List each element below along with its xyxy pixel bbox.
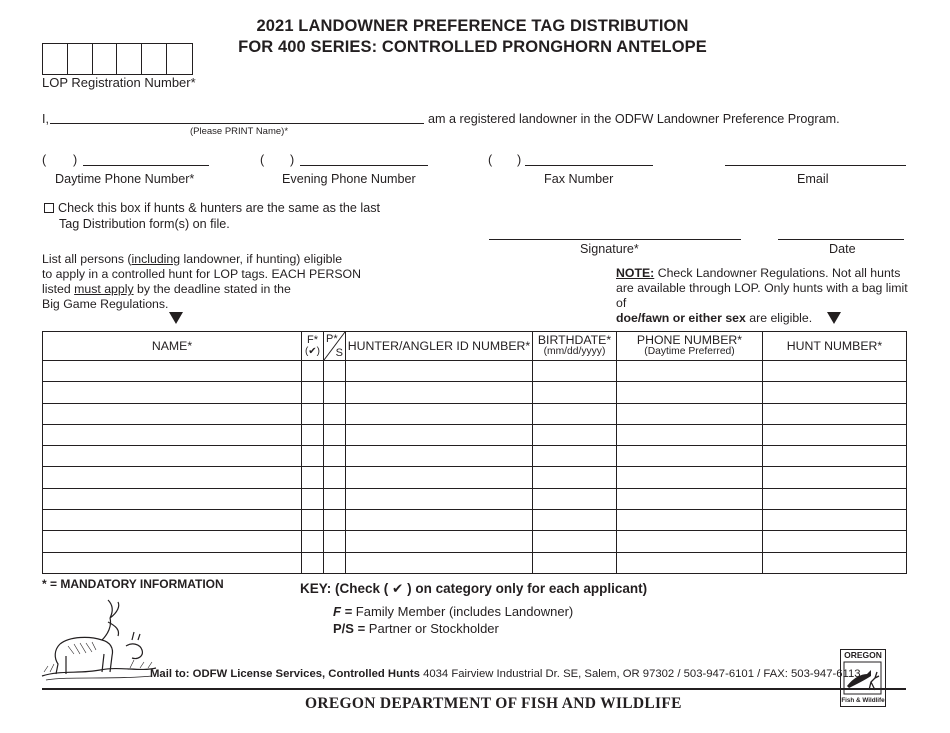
organization-name: OREGON DEPARTMENT OF FISH AND WILDLIFE [305, 695, 682, 712]
hunt-number-cell[interactable] [763, 424, 907, 445]
name-suffix: am a registered landowner in the ODFW Landowner Preference Program. [428, 112, 840, 126]
key-title: KEY: (Check ( ✔ ) on category only for each applicant) [300, 581, 648, 596]
email-field[interactable] [725, 165, 906, 166]
phone-cell[interactable] [617, 467, 763, 488]
hunter-id-cell[interactable] [346, 488, 533, 509]
form-title-line-2: FOR 400 SERIES: CONTROLLED PRONGHORN ANTELOPE [238, 38, 707, 56]
daytime-paren-close: ) [73, 153, 78, 167]
date-label: Date [829, 242, 856, 256]
col-name-header: NAME* [43, 332, 302, 361]
hunter-id-cell[interactable] [346, 531, 533, 552]
family-cell[interactable] [302, 446, 324, 467]
phone-cell[interactable] [617, 361, 763, 382]
phone-cell[interactable] [617, 446, 763, 467]
table-row [43, 382, 907, 403]
daytime-phone-label: Daytime Phone Number* [55, 172, 195, 186]
table-row [43, 467, 907, 488]
birthdate-cell[interactable] [533, 531, 617, 552]
hunter-id-cell[interactable] [346, 467, 533, 488]
checkmark-icon: ✔ [392, 581, 404, 596]
col-hunter-id-header: HUNTER/ANGLER ID NUMBER* [346, 332, 533, 361]
name-cell[interactable] [43, 446, 302, 467]
fax-field[interactable] [525, 165, 653, 166]
partner-cell[interactable] [324, 510, 346, 531]
lop-registration-label: LOP Registration Number* [42, 75, 196, 90]
partner-cell[interactable] [324, 424, 346, 445]
hunt-number-cell[interactable] [763, 552, 907, 573]
hunter-id-cell[interactable] [346, 382, 533, 403]
hunter-id-cell[interactable] [346, 552, 533, 573]
partner-cell[interactable] [324, 361, 346, 382]
table-row [43, 403, 907, 424]
table-header-row [43, 332, 907, 361]
partner-cell[interactable] [324, 403, 346, 424]
family-cell[interactable] [302, 467, 324, 488]
name-cell[interactable] [43, 552, 302, 573]
hunt-number-cell[interactable] [763, 382, 907, 403]
table-row [43, 488, 907, 509]
family-cell[interactable] [302, 531, 324, 552]
hunt-number-cell[interactable] [763, 531, 907, 552]
name-cell[interactable] [43, 531, 302, 552]
hunt-number-cell[interactable] [763, 467, 907, 488]
hunt-number-cell[interactable] [763, 446, 907, 467]
phone-cell[interactable] [617, 510, 763, 531]
hunter-id-cell[interactable] [346, 510, 533, 531]
name-cell[interactable] [43, 467, 302, 488]
lop-registration-boxes[interactable] [42, 43, 193, 75]
family-cell[interactable] [302, 403, 324, 424]
odfw-logo: OREGON Fish & Wildlife [840, 649, 886, 707]
name-cell[interactable] [43, 382, 302, 403]
table-body [43, 361, 907, 574]
pronghorn-illustration [40, 596, 158, 684]
col-hunt-number-header: HUNT NUMBER* [763, 332, 907, 361]
name-cell[interactable] [43, 510, 302, 531]
name-cell[interactable] [43, 403, 302, 424]
birthdate-cell[interactable] [533, 361, 617, 382]
phone-cell[interactable] [617, 382, 763, 403]
phone-cell[interactable] [617, 403, 763, 424]
family-cell[interactable] [302, 424, 324, 445]
hunt-number-cell[interactable] [763, 403, 907, 424]
birthdate-cell[interactable] [533, 446, 617, 467]
partner-cell[interactable] [324, 446, 346, 467]
registration-digit-box[interactable] [68, 44, 93, 74]
down-arrow-icon [169, 312, 183, 324]
table-row [43, 361, 907, 382]
registration-digit-box[interactable] [117, 44, 142, 74]
daytime-phone-field[interactable] [83, 165, 209, 166]
col-birthdate-header: BIRTHDATE* (mm/dd/yyyy) [533, 332, 617, 361]
partner-cell[interactable] [324, 488, 346, 509]
registration-digit-box[interactable] [43, 44, 68, 74]
signature-label: Signature* [580, 242, 639, 256]
mailing-address: Mail to: ODFW License Services, Controlled Hunts 4034 Fairview Industrial Dr. SE, Salem, OR 97302 / 503-947-6101 / FAX: 503-947-6113 [150, 668, 861, 680]
registration-digit-box[interactable] [167, 44, 192, 74]
registration-digit-box[interactable] [93, 44, 118, 74]
same-as-last-checkbox[interactable] [44, 203, 54, 213]
date-field[interactable] [778, 239, 904, 240]
col-family-header: F* (✔) [302, 332, 324, 361]
landowner-name-field[interactable] [50, 123, 424, 124]
partner-cell[interactable] [324, 382, 346, 403]
birthdate-cell[interactable] [533, 467, 617, 488]
registration-digit-box[interactable] [142, 44, 167, 74]
col-partner-header: P* S [324, 332, 346, 361]
hunt-number-cell[interactable] [763, 510, 907, 531]
down-arrow-icon [827, 312, 841, 324]
family-cell[interactable] [302, 382, 324, 403]
hunter-id-cell[interactable] [346, 361, 533, 382]
phone-cell[interactable] [617, 424, 763, 445]
family-cell[interactable] [302, 488, 324, 509]
partner-cell[interactable] [324, 552, 346, 573]
birthdate-cell[interactable] [533, 552, 617, 573]
table-row [43, 531, 907, 552]
birthdate-cell[interactable] [533, 424, 617, 445]
checkbox-line-1: Check this box if hunts & hunters are the same as the last [58, 201, 381, 215]
family-cell[interactable] [302, 552, 324, 573]
key-partner: P/S = Partner or Stockholder [333, 621, 499, 636]
form-title-line-1: 2021 LANDOWNER PREFERENCE TAG DISTRIBUTION [256, 17, 689, 35]
partner-cell[interactable] [324, 467, 346, 488]
hunter-id-cell[interactable] [346, 403, 533, 424]
name-cell[interactable] [43, 488, 302, 509]
hunter-id-cell[interactable] [346, 446, 533, 467]
print-name-caption: (Please PRINT Name)* [190, 126, 289, 137]
evening-paren-open: ( [260, 153, 265, 167]
email-label: Email [797, 172, 829, 186]
phone-cell[interactable] [617, 531, 763, 552]
name-cell[interactable] [43, 424, 302, 445]
fax-paren-open: ( [488, 153, 493, 167]
table-row [43, 552, 907, 573]
family-cell[interactable] [302, 510, 324, 531]
name-cell[interactable] [43, 361, 302, 382]
fax-paren-close: ) [517, 153, 522, 167]
note-paragraph: NOTE: Check Landowner Regulations. Not all hunts are available through LOP. Only hunts with a bag limit of doe/fawn or either sex are eligible. [616, 266, 908, 325]
fish-deer-icon [841, 660, 884, 696]
mandatory-info-note: * = MANDATORY INFORMATION [42, 577, 224, 591]
birthdate-cell[interactable] [533, 510, 617, 531]
evening-paren-close: ) [290, 153, 295, 167]
key-family: F = Family Member (includes Landowner) [333, 604, 574, 619]
fax-label: Fax Number [544, 172, 614, 186]
phone-cell[interactable] [617, 488, 763, 509]
hunter-id-cell[interactable] [346, 424, 533, 445]
phone-cell[interactable] [617, 552, 763, 573]
birthdate-cell[interactable] [533, 382, 617, 403]
instructions-paragraph: List all persons (including landowner, if hunting) eligible to apply in a controlled hunt for LOP tags. EACH PERSON listed must apply by the deadline stated in the Big Game Regulations. [42, 252, 361, 311]
footer-rule [42, 688, 906, 690]
daytime-paren-open: ( [42, 153, 47, 167]
birthdate-cell[interactable] [533, 488, 617, 509]
col-phone-header: PHONE NUMBER* (Daytime Preferred) [617, 332, 763, 361]
table-row [43, 424, 907, 445]
table-row [43, 510, 907, 531]
checkbox-line-2: Tag Distribution form(s) on file. [59, 217, 230, 231]
name-prefix: I, [42, 112, 49, 126]
family-cell[interactable] [302, 361, 324, 382]
table-row [43, 446, 907, 467]
hunt-number-cell[interactable] [763, 488, 907, 509]
evening-phone-field[interactable] [300, 165, 428, 166]
signature-field[interactable] [489, 239, 741, 240]
evening-phone-label: Evening Phone Number [282, 172, 416, 186]
same-as-last-checkbox-row [44, 201, 380, 215]
birthdate-cell[interactable] [533, 403, 617, 424]
hunt-number-cell[interactable] [763, 361, 907, 382]
partner-cell[interactable] [324, 531, 346, 552]
hunters-table [42, 331, 907, 574]
